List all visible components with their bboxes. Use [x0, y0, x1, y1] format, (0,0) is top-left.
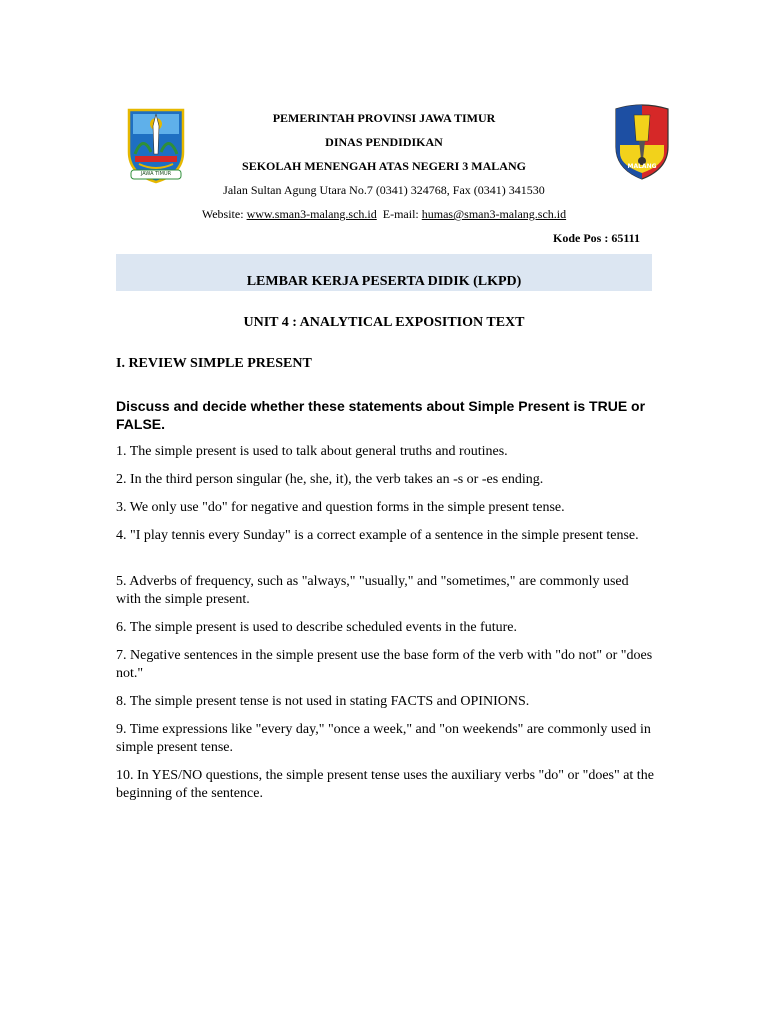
header-school-name: SEKOLAH MENENGAH ATAS NEGERI 3 MALANG — [242, 159, 526, 173]
statement-4: 4. "I play tennis every Sunday" is a correct example of a sentence in the simple present tense. — [116, 528, 639, 543]
statement-2: 2. In the third person singular (he, she, it), the verb takes an -s or -es ending. — [116, 472, 544, 487]
email-label: E-mail: — [382, 207, 419, 221]
statement-8: 8. The simple present tense is not used in stating FACTS and OPINIONS. — [116, 694, 530, 709]
statement-9: 9. Time expressions like "every day," "once a week," and "on weekends" are commonly used in simple present tense. — [116, 722, 651, 755]
statement-7: 7. Negative sentences in the simple present use the base form of the verb with "do not" or "does not." — [116, 648, 653, 681]
header-contact-line — [0, 207, 768, 222]
statement-1: 1. The simple present is used to talk about general truths and routines. — [116, 444, 508, 459]
website-link[interactable]: www.sman3-malang.sch.id — [246, 207, 377, 221]
email-link[interactable]: humas@sman3-malang.sch.id — [421, 207, 567, 221]
website-label: Website: — [201, 207, 244, 221]
left-logo-ribbon-text: JAWA TIMUR — [140, 171, 172, 177]
header-government: PEMERINTAH PROVINSI JAWA TIMUR — [272, 111, 496, 125]
statement-5: 5. Adverbs of frequency, such as "always," "usually," and "sometimes," are commonly used with the simple present. — [116, 574, 629, 607]
lkpd-title: LEMBAR KERJA PESERTA DIDIK (LKPD) — [246, 274, 522, 289]
statement-10: 10. In YES/NO questions, the simple present tense uses the auxiliary verbs "do" or "does" at the beginning of the sentence. — [116, 768, 654, 801]
instruction-text: Discuss and decide whether these statements about Simple Present is TRUE or FALSE. — [116, 398, 646, 432]
postal-code: Kode Pos : 65111 — [552, 231, 640, 245]
statement-3: 3. We only use "do" for negative and question forms in the simple present tense. — [116, 500, 565, 515]
header-department: DINAS PENDIDIKAN — [325, 135, 443, 149]
right-logo-ribbon-text: MALANG — [627, 163, 657, 170]
unit-title: UNIT 4 : ANALYTICAL EXPOSITION TEXT — [243, 315, 525, 330]
header-address: Jalan Sultan Agung Utara No.7 (0341) 324768, Fax (0341) 341530 — [223, 183, 545, 197]
statement-6: 6. The simple present is used to describe scheduled events in the future. — [116, 620, 517, 635]
section-title: I. REVIEW SIMPLE PRESENT — [116, 356, 312, 371]
